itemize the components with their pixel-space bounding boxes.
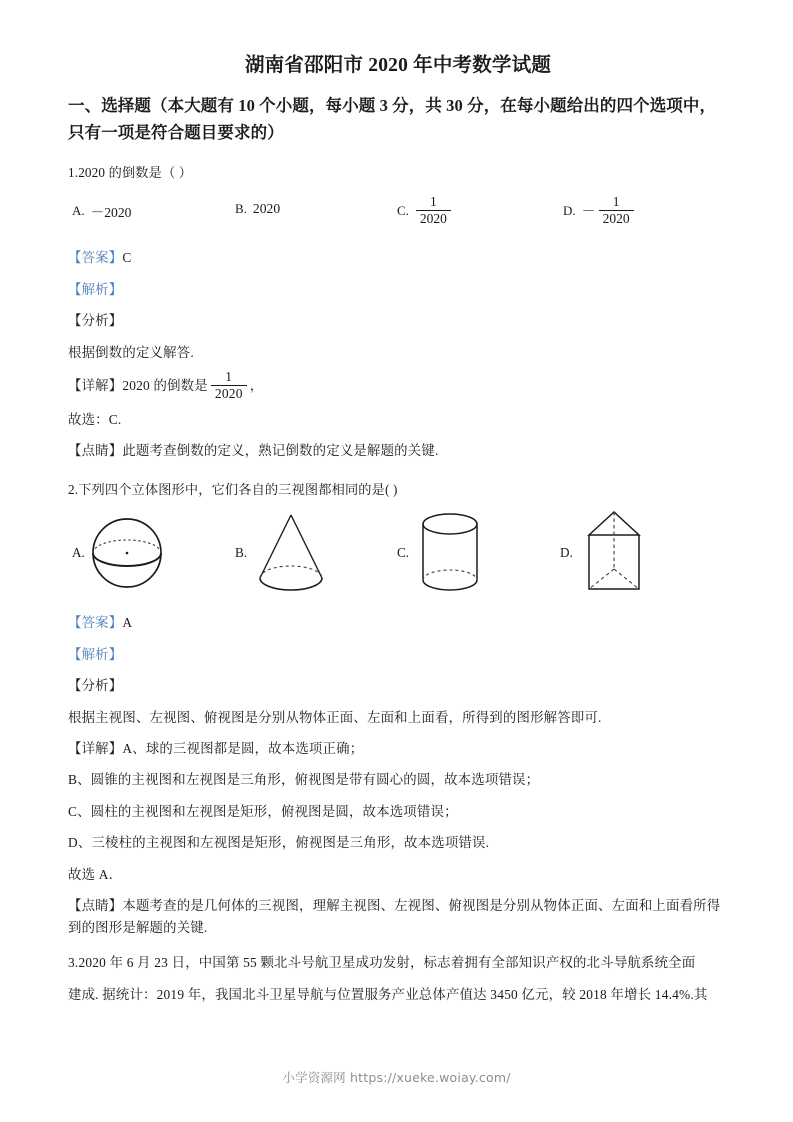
question-1-option-d[interactable] xyxy=(563,195,635,226)
question-1-option-a[interactable] xyxy=(72,201,131,221)
question-3-stem-line-1: 3.2020 年 6 月 23 日，中国第 55 颗北斗号航卫星成功发射，标志着拥有全部知识产权的北斗导航系统全面 xyxy=(68,955,696,971)
question-1-option-b[interactable] xyxy=(235,201,280,217)
answer-tag: 【答案】 xyxy=(68,615,123,631)
fraction-denominator: 2020 xyxy=(419,211,447,227)
question-1-analysis-tag: 【解析】 xyxy=(68,281,123,297)
question-2-answer-line xyxy=(68,612,728,633)
answer-tag: 【答案】 xyxy=(68,250,123,266)
detail-tag: 【详解】 xyxy=(68,378,123,394)
insight-text: 此题考查倒数的定义，熟记倒数的定义是解题的关键. xyxy=(122,443,439,459)
detail-prefix: 2020 的倒数是 xyxy=(122,378,208,394)
option-label: D. xyxy=(563,202,576,218)
question-2-option-c[interactable] xyxy=(397,504,487,602)
question-2-option-a[interactable] xyxy=(72,504,165,602)
option-value: －2020 xyxy=(90,205,132,221)
question-2-detail-line-a xyxy=(68,738,728,759)
question-1-option-c[interactable] xyxy=(397,195,452,226)
question-1-approach-text: 根据倒数的定义解答. xyxy=(68,344,194,360)
question-3-stem-line-2: 建成. 据统计：2019 年，我国北斗卫星导航与位置服务产业总体产值达 3450 亿元，较 2018 年增长 14.4%.其 xyxy=(68,986,708,1002)
option-label: C. xyxy=(397,202,409,218)
footer-watermark: 小学资源网 https://xueke.woiay.com/ xyxy=(282,1070,511,1085)
fraction-denominator: 2020 xyxy=(602,211,630,227)
question-2-options xyxy=(68,504,728,602)
option-label: A. xyxy=(72,545,85,561)
question-1-insight-line xyxy=(68,440,728,461)
answer-value: C xyxy=(122,250,132,266)
question-2-conclusion: 故选 A． xyxy=(68,866,123,882)
option-label: D. xyxy=(560,545,573,561)
question-1-stem: 1.2020 的倒数是（ ） xyxy=(68,164,193,180)
question-2-detail-line-b: B、圆锥的主视图和左视图是三角形，俯视图是带有圆心的圆，故本选项错误； xyxy=(68,772,540,788)
insight-text: 本题考查的是几何体的三视图，理解主视图、左视图、俯视图是分别从物体正面、左面和上面看所得到的图形是解题的关键. xyxy=(68,898,721,935)
question-1-detail-line xyxy=(68,369,728,403)
question-2-insight-line xyxy=(68,895,728,938)
question-1-conclusion: 故选：C. xyxy=(68,411,122,427)
option-label: B. xyxy=(235,201,247,217)
question-2-detail-line-d: D、三棱柱的主视图和左视图是矩形，俯视图是三角形，故本选项错误. xyxy=(68,835,490,851)
fraction-numerator: 1 xyxy=(225,369,233,385)
fraction-one-over-2020 xyxy=(416,195,451,226)
question-2-option-d[interactable] xyxy=(560,504,651,602)
question-2-analysis-tag: 【解析】 xyxy=(68,646,123,662)
page-title: 湖南省邵阳市 2020 年中考数学试题 xyxy=(244,55,552,76)
insight-tag: 【点睛】 xyxy=(68,898,123,914)
detail-text: A、球的三视图都是圆，故本选项正确； xyxy=(122,741,364,757)
sphere-icon xyxy=(89,510,165,596)
detail-suffix: ， xyxy=(249,378,264,394)
detail-fraction xyxy=(211,370,247,401)
fraction-numerator: 1 xyxy=(430,194,437,210)
cylinder-icon xyxy=(413,508,487,598)
option-label: C. xyxy=(397,545,410,561)
fraction-negative-one-over-2020 xyxy=(599,195,634,226)
question-2-option-b[interactable] xyxy=(235,504,331,602)
option-label: A. xyxy=(72,203,85,219)
detail-tag: 【详解】 xyxy=(68,741,123,757)
section-heading: 一、选择题（本大题有 10 个小题，每小题 3 分，共 30 分，在每小题给出的四个选项中，只有一项是符合题目要求的） xyxy=(68,96,717,143)
fraction-denominator: 2020 xyxy=(214,386,243,402)
option-value: 2020 xyxy=(252,201,281,217)
cone-icon xyxy=(251,509,331,597)
triangular-prism-icon xyxy=(577,507,651,599)
insight-tag: 【点睛】 xyxy=(68,443,123,459)
question-2-stem: 2.下列四个立体图形中，它们各自的三视图都相同的是( ) xyxy=(68,481,398,497)
question-2-detail-line-c: C、圆柱的主视图和左视图是矩形，俯视图是圆，故本选项错误； xyxy=(68,803,458,819)
question-1-approach-tag: 【分析】 xyxy=(68,313,123,329)
negative-sign: － xyxy=(581,204,596,220)
answer-value: A xyxy=(122,615,133,631)
question-2-approach-tag: 【分析】 xyxy=(68,678,123,694)
document-content xyxy=(68,52,728,1005)
question-1-answer-line xyxy=(68,247,728,268)
question-1-options xyxy=(68,191,728,237)
fraction-numerator: 1 xyxy=(612,194,620,210)
question-2-approach-text: 根据主视图、左视图、俯视图是分别从物体正面、左面和上面看，所得到的图形解答即可. xyxy=(68,709,602,725)
option-label: B. xyxy=(235,545,248,561)
